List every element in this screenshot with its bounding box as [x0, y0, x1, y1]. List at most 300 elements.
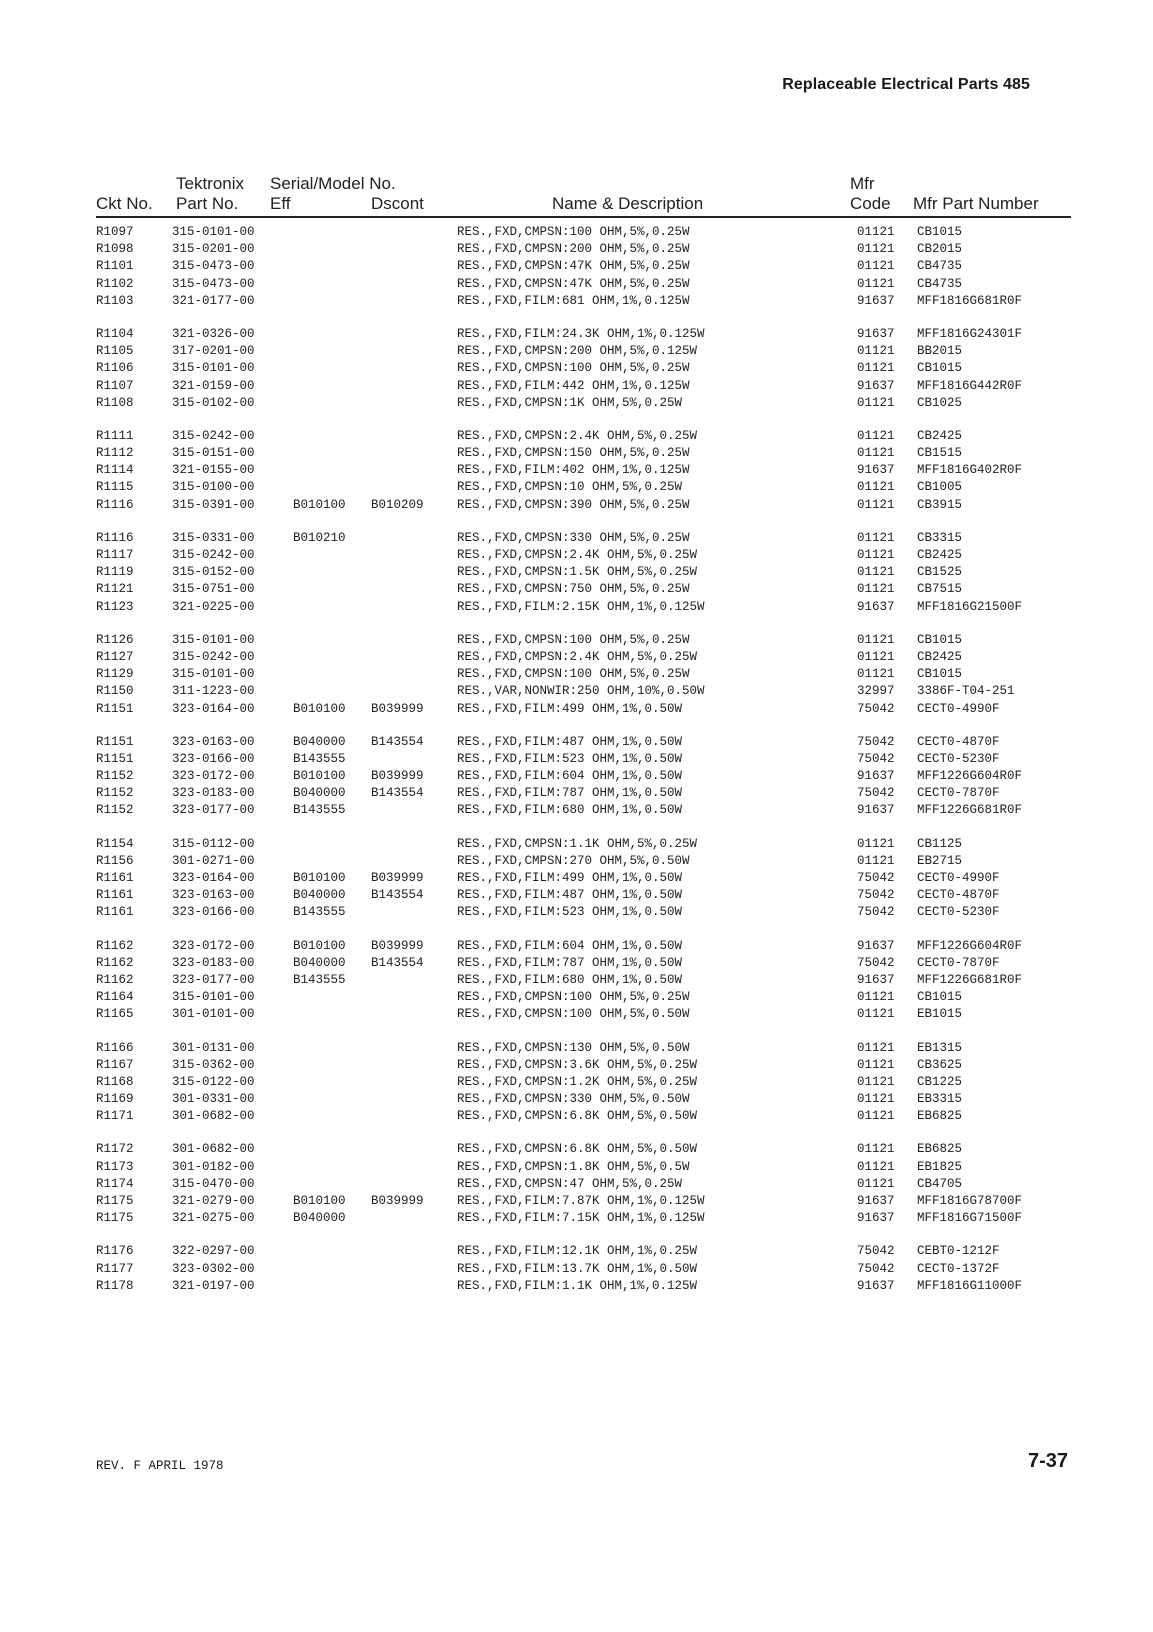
table-row [0, 734, 1153, 751]
cell-mfr-code: 91637 [857, 972, 895, 987]
table-row [0, 1040, 1153, 1057]
table-row [0, 293, 1153, 310]
cell-mfr-code: 01121 [857, 990, 895, 1005]
cell-name-description: RES.,FXD,CMPSN:1.1K OHM,5%,0.25W [457, 836, 698, 851]
cell-ckt-no: R1121 [96, 582, 134, 597]
cell-tek-part-no: 321-0279-00 [172, 1194, 255, 1208]
cell-tek-part-no: 321-0275-00 [172, 1211, 255, 1226]
cell-mfr-code: 75042 [857, 751, 895, 766]
cell-ckt-no: R1165 [96, 1007, 134, 1022]
cell-tek-part-no: 315-0362-00 [172, 1057, 255, 1072]
cell-tek-part-no: 321-0225-00 [172, 599, 255, 614]
cell-name-description: RES.,FXD,FILM:499 OHM,1%,0.50W [457, 701, 683, 716]
cell-mfr-part-number: CB4735 [917, 259, 963, 274]
cell-tek-part-no: 301-0682-00 [172, 1109, 255, 1124]
cell-mfr-part-number: MFF1226G604R0F [917, 938, 1023, 953]
cell-mfr-code: 01121 [857, 1092, 895, 1107]
cell-name-description: RES.,FXD,FILM:442 OHM,1%,0.125W [457, 378, 690, 393]
cell-mfr-code: 01121 [857, 1142, 895, 1157]
cell-ckt-no: R1174 [96, 1176, 134, 1191]
cell-tek-part-no: 323-0183-00 [172, 955, 255, 970]
table-row [0, 666, 1153, 683]
cell-mfr-code: 01121 [857, 497, 895, 512]
cell-name-description: RES.,FXD,CMPSN:330 OHM,5%,0.50W [457, 1092, 690, 1107]
table-row [0, 1210, 1153, 1227]
cell-ckt-no: R1126 [96, 632, 134, 647]
cell-mfr-part-number: 3386F-T04-251 [917, 684, 1015, 699]
cell-serial-eff: B143555 [293, 905, 346, 920]
cell-mfr-code: 01121 [857, 836, 895, 851]
cell-name-description: RES.,FXD,FILM:2.15K OHM,1%,0.125W [457, 599, 705, 614]
cell-name-description: RES.,FXD,FILM:487 OHM,1%,0.50W [457, 888, 683, 903]
table-row [0, 955, 1153, 972]
cell-tek-part-no: 323-0172-00 [172, 769, 255, 784]
cell-ckt-no: R1175 [96, 1211, 134, 1226]
cell-tek-part-no: 315-0391-00 [172, 497, 255, 512]
table-row [0, 530, 1153, 547]
cell-mfr-code: 91637 [857, 1278, 895, 1293]
revision-note: REV. F APRIL 1978 [96, 1459, 224, 1473]
cell-mfr-code: 01121 [857, 649, 895, 664]
table-row [0, 701, 1153, 718]
cell-tek-part-no: 301-0101-00 [172, 1007, 255, 1022]
cell-ckt-no: R1177 [96, 1261, 134, 1276]
cell-ckt-no: R1129 [96, 667, 134, 682]
cell-mfr-part-number: MFF1816G78700F [917, 1194, 1023, 1208]
cell-name-description: RES.,FXD,CMPSN:100 OHM,5%,0.25W [457, 361, 690, 376]
cell-ckt-no: R1161 [96, 871, 134, 885]
cell-name-description: RES.,FXD,CMPSN:6.8K OHM,5%,0.50W [457, 1109, 698, 1124]
cell-ckt-no: R1104 [96, 326, 134, 341]
cell-mfr-code: 01121 [857, 480, 895, 495]
cell-mfr-code: 75042 [857, 955, 895, 970]
cell-mfr-part-number: CB1015 [917, 361, 963, 376]
cell-ckt-no: R1152 [96, 803, 134, 818]
cell-tek-part-no: 315-0751-00 [172, 582, 255, 597]
cell-tek-part-no: 321-0197-00 [172, 1278, 255, 1293]
cell-mfr-code: 32997 [857, 684, 895, 699]
cell-mfr-code: 75042 [857, 905, 895, 920]
col-dscont: Dscont [371, 194, 424, 213]
cell-tek-part-no: 323-0164-00 [172, 871, 255, 885]
cell-name-description: RES.,FXD,CMPSN:47K OHM,5%,0.25W [457, 259, 690, 274]
cell-mfr-code: 91637 [857, 938, 895, 953]
cell-mfr-code: 91637 [857, 1194, 895, 1208]
cell-serial-eff: B040000 [293, 955, 346, 970]
cell-ckt-no: R1117 [96, 548, 134, 562]
col-mfr-part-number: Mfr Part Number [913, 194, 1039, 213]
cell-mfr-code: 01121 [857, 582, 895, 597]
cell-ckt-no: R1168 [96, 1074, 134, 1089]
cell-ckt-no: R1162 [96, 938, 134, 953]
cell-ckt-no: R1102 [96, 276, 134, 291]
cell-tek-part-no: 323-0302-00 [172, 1261, 255, 1276]
cell-tek-part-no: 323-0163-00 [172, 734, 255, 749]
cell-ckt-no: R1156 [96, 853, 134, 868]
cell-mfr-code: 01121 [857, 1159, 895, 1174]
cell-ckt-no: R1108 [96, 395, 134, 410]
cell-name-description: RES.,FXD,CMPSN:100 OHM,5%,0.25W [457, 225, 690, 239]
cell-name-description: RES.,FXD,FILM:499 OHM,1%,0.50W [457, 871, 683, 885]
cell-mfr-code: 91637 [857, 1211, 895, 1226]
cell-ckt-no: R1150 [96, 684, 134, 699]
table-row [0, 564, 1153, 581]
cell-ckt-no: R1105 [96, 344, 134, 359]
cell-mfr-part-number: CB1015 [917, 990, 963, 1005]
cell-ckt-no: R1127 [96, 649, 134, 664]
cell-mfr-code: 91637 [857, 293, 895, 308]
cell-mfr-part-number: MFF1816G442R0F [917, 378, 1023, 393]
cell-ckt-no: R1164 [96, 990, 134, 1005]
cell-ckt-no: R1123 [96, 599, 134, 614]
col-mfr-code: Code [850, 194, 891, 213]
col-mfr-label: Mfr [850, 174, 875, 193]
cell-tek-part-no: 315-0101-00 [172, 667, 255, 682]
table-row [0, 497, 1153, 514]
table-row [0, 1261, 1153, 1278]
cell-serial-dscont: B010209 [371, 497, 424, 512]
cell-mfr-part-number: EB2715 [917, 853, 963, 868]
cell-mfr-part-number: CB2425 [917, 649, 963, 664]
row-group [0, 428, 1153, 514]
row-group [0, 1141, 1153, 1227]
cell-tek-part-no: 323-0177-00 [172, 803, 255, 818]
cell-mfr-code: 01121 [857, 853, 895, 868]
cell-serial-eff: B143555 [293, 803, 346, 818]
cell-mfr-code: 75042 [857, 786, 895, 801]
cell-serial-eff: B010100 [293, 497, 346, 512]
row-group [0, 734, 1153, 820]
cell-serial-eff: B010100 [293, 938, 346, 953]
table-row [0, 1176, 1153, 1193]
cell-mfr-part-number: CECT0-7870F [917, 786, 1000, 801]
cell-mfr-code: 91637 [857, 599, 895, 614]
cell-serial-eff: B010100 [293, 701, 346, 716]
cell-ckt-no: R1162 [96, 972, 134, 987]
cell-mfr-code: 01121 [857, 428, 895, 443]
table-row [0, 836, 1153, 853]
cell-serial-eff: B010100 [293, 769, 346, 784]
cell-ckt-no: R1154 [96, 836, 134, 851]
cell-name-description: RES.,FXD,FILM:681 OHM,1%,0.125W [457, 293, 690, 308]
col-ckt-no: Ckt No. [96, 194, 153, 213]
cell-tek-part-no: 301-0131-00 [172, 1040, 255, 1055]
cell-mfr-part-number: CB7515 [917, 582, 963, 597]
cell-mfr-code: 75042 [857, 1261, 895, 1276]
cell-mfr-part-number: CB1025 [917, 395, 963, 410]
cell-mfr-part-number: CECT0-5230F [917, 905, 1000, 920]
cell-tek-part-no: 321-0326-00 [172, 326, 255, 341]
table-row [0, 360, 1153, 377]
row-group [0, 632, 1153, 718]
table-row [0, 649, 1153, 666]
cell-name-description: RES.,FXD,CMPSN:100 OHM,5%,0.25W [457, 667, 690, 682]
cell-ckt-no: R1166 [96, 1040, 134, 1055]
table-row [0, 343, 1153, 360]
cell-mfr-part-number: CB1515 [917, 446, 963, 461]
table-row [0, 395, 1153, 412]
table-row [0, 479, 1153, 496]
col-tektronix-label: Tektronix [176, 174, 245, 193]
cell-mfr-part-number: EB3315 [917, 1092, 963, 1107]
cell-ckt-no: R1097 [96, 225, 134, 239]
cell-name-description: RES.,FXD,CMPSN:200 OHM,5%,0.125W [457, 344, 698, 359]
cell-mfr-code: 01121 [857, 259, 895, 274]
cell-tek-part-no: 323-0164-00 [172, 701, 255, 716]
cell-serial-dscont: B039999 [371, 871, 424, 885]
cell-tek-part-no: 315-0152-00 [172, 565, 255, 580]
cell-mfr-part-number: CB3315 [917, 530, 963, 545]
table-row [0, 276, 1153, 293]
cell-serial-dscont: B143554 [371, 888, 424, 903]
cell-ckt-no: R1169 [96, 1092, 134, 1107]
cell-name-description: RES.,FXD,CMPSN:100 OHM,5%,0.25W [457, 632, 690, 647]
cell-mfr-part-number: MFF1226G604R0F [917, 769, 1023, 784]
cell-serial-dscont: B039999 [371, 769, 424, 784]
col-serial-model-label: Serial/Model No. [270, 174, 396, 193]
cell-name-description: RES.,FXD,CMPSN:2.4K OHM,5%,0.25W [457, 548, 698, 562]
cell-mfr-part-number: MFF1816G21500F [917, 599, 1023, 614]
cell-name-description: RES.,FXD,FILM:680 OHM,1%,0.50W [457, 803, 683, 818]
cell-name-description: RES.,VAR,NONWIR:250 OHM,10%,0.50W [457, 684, 705, 699]
cell-serial-eff: B040000 [293, 734, 346, 749]
cell-tek-part-no: 323-0163-00 [172, 888, 255, 903]
table-row [0, 1074, 1153, 1091]
cell-mfr-part-number: EB6825 [917, 1142, 963, 1157]
col-eff: Eff [270, 194, 291, 213]
cell-mfr-code: 01121 [857, 361, 895, 376]
table-row [0, 938, 1153, 955]
cell-mfr-code: 75042 [857, 871, 895, 885]
table-row [0, 785, 1153, 802]
cell-ckt-no: R1152 [96, 769, 134, 784]
cell-mfr-part-number: CECT0-7870F [917, 955, 1000, 970]
cell-mfr-part-number: EB6825 [917, 1109, 963, 1124]
cell-mfr-code: 01121 [857, 565, 895, 580]
cell-mfr-part-number: CB3625 [917, 1057, 963, 1072]
table-row [0, 428, 1153, 445]
cell-serial-dscont: B143554 [371, 786, 424, 801]
cell-tek-part-no: 323-0166-00 [172, 751, 255, 766]
cell-mfr-part-number: CECT0-4870F [917, 734, 1000, 749]
table-row [0, 1108, 1153, 1125]
row-group [0, 938, 1153, 1024]
cell-name-description: RES.,FXD,FILM:13.7K OHM,1%,0.50W [457, 1261, 698, 1276]
cell-tek-part-no: 315-0201-00 [172, 242, 255, 257]
column-header-block [0, 174, 1153, 214]
table-row [0, 445, 1153, 462]
header-rule [96, 216, 1071, 218]
cell-ckt-no: R1098 [96, 242, 134, 257]
row-group [0, 530, 1153, 616]
page-header-title: Replaceable Electrical Parts 485 [782, 76, 1030, 93]
cell-name-description: RES.,FXD,CMPSN:750 OHM,5%,0.25W [457, 582, 690, 597]
cell-tek-part-no: 315-0101-00 [172, 632, 255, 647]
cell-mfr-part-number: CB2425 [917, 548, 963, 562]
table-row [0, 224, 1153, 241]
cell-name-description: RES.,FXD,CMPSN:270 OHM,5%,0.50W [457, 853, 690, 868]
cell-mfr-code: 75042 [857, 734, 895, 749]
cell-name-description: RES.,FXD,CMPSN:2.4K OHM,5%,0.25W [457, 428, 698, 443]
cell-tek-part-no: 315-0242-00 [172, 548, 255, 562]
cell-mfr-part-number: MFF1816G71500F [917, 1211, 1023, 1226]
table-row [0, 258, 1153, 275]
cell-name-description: RES.,FXD,CMPSN:1.5K OHM,5%,0.25W [457, 565, 698, 580]
cell-name-description: RES.,FXD,FILM:604 OHM,1%,0.50W [457, 769, 683, 784]
cell-ckt-no: R1115 [96, 480, 134, 495]
table-row [0, 751, 1153, 768]
cell-name-description: RES.,FXD,CMPSN:6.8K OHM,5%,0.50W [457, 1142, 698, 1157]
cell-tek-part-no: 315-0473-00 [172, 276, 255, 291]
cell-mfr-code: 01121 [857, 1109, 895, 1124]
cell-tek-part-no: 322-0297-00 [172, 1244, 255, 1259]
cell-name-description: RES.,FXD,CMPSN:130 OHM,5%,0.50W [457, 1040, 690, 1055]
row-group [0, 326, 1153, 412]
col-part-no: Part No. [176, 194, 239, 213]
table-row [0, 1006, 1153, 1023]
cell-tek-part-no: 301-0682-00 [172, 1142, 255, 1157]
parts-table [0, 224, 1153, 1311]
table-row [0, 1141, 1153, 1158]
cell-mfr-code: 01121 [857, 1057, 895, 1072]
cell-name-description: RES.,FXD,CMPSN:330 OHM,5%,0.25W [457, 530, 690, 545]
cell-tek-part-no: 315-0101-00 [172, 225, 255, 239]
cell-tek-part-no: 301-0331-00 [172, 1092, 255, 1107]
cell-name-description: RES.,FXD,FILM:604 OHM,1%,0.50W [457, 938, 683, 953]
table-row [0, 972, 1153, 989]
cell-mfr-part-number: CB1015 [917, 667, 963, 682]
table-row [0, 768, 1153, 785]
cell-serial-eff: B040000 [293, 888, 346, 903]
cell-mfr-part-number: CB4705 [917, 1176, 963, 1191]
table-row [0, 1193, 1153, 1210]
cell-mfr-code: 01121 [857, 632, 895, 647]
cell-name-description: RES.,FXD,FILM:680 OHM,1%,0.50W [457, 972, 683, 987]
cell-mfr-part-number: CB1015 [917, 632, 963, 647]
cell-mfr-part-number: MFF1226G681R0F [917, 972, 1023, 987]
table-row [0, 887, 1153, 904]
cell-name-description: RES.,FXD,FILM:787 OHM,1%,0.50W [457, 955, 683, 970]
table-row [0, 378, 1153, 395]
cell-mfr-code: 01121 [857, 242, 895, 257]
cell-ckt-no: R1161 [96, 888, 134, 903]
cell-ckt-no: R1176 [96, 1244, 134, 1259]
cell-mfr-code: 75042 [857, 888, 895, 903]
cell-ckt-no: R1167 [96, 1057, 134, 1072]
cell-serial-dscont: B143554 [371, 955, 424, 970]
cell-mfr-code: 01121 [857, 276, 895, 291]
cell-mfr-part-number: BB2015 [917, 344, 963, 359]
cell-tek-part-no: 315-0101-00 [172, 361, 255, 376]
cell-mfr-part-number: CECT0-4870F [917, 888, 1000, 903]
cell-mfr-part-number: MFF1816G11000F [917, 1278, 1023, 1293]
cell-mfr-code: 01121 [857, 548, 895, 562]
cell-serial-eff: B143555 [293, 972, 346, 987]
cell-tek-part-no: 317-0201-00 [172, 344, 255, 359]
table-row [0, 241, 1153, 258]
cell-tek-part-no: 321-0177-00 [172, 293, 255, 308]
cell-tek-part-no: 315-0101-00 [172, 990, 255, 1005]
table-row [0, 599, 1153, 616]
cell-mfr-code: 01121 [857, 1007, 895, 1022]
cell-mfr-part-number: EB1825 [917, 1159, 963, 1174]
cell-tek-part-no: 315-0470-00 [172, 1176, 255, 1191]
cell-mfr-part-number: CB4735 [917, 276, 963, 291]
cell-tek-part-no: 315-0102-00 [172, 395, 255, 410]
cell-name-description: RES.,FXD,FILM:7.15K OHM,1%,0.125W [457, 1211, 705, 1226]
cell-mfr-part-number: CECT0-5230F [917, 751, 1000, 766]
row-group [0, 836, 1153, 922]
table-row [0, 462, 1153, 479]
cell-tek-part-no: 315-0242-00 [172, 649, 255, 664]
cell-tek-part-no: 301-0182-00 [172, 1159, 255, 1174]
cell-name-description: RES.,FXD,FILM:523 OHM,1%,0.50W [457, 751, 683, 766]
cell-mfr-code: 01121 [857, 344, 895, 359]
table-row [0, 1243, 1153, 1260]
cell-tek-part-no: 315-0331-00 [172, 530, 255, 545]
cell-ckt-no: R1171 [96, 1109, 134, 1124]
cell-name-description: RES.,FXD,CMPSN:150 OHM,5%,0.25W [457, 446, 690, 461]
cell-ckt-no: R1152 [96, 786, 134, 801]
cell-name-description: RES.,FXD,CMPSN:100 OHM,5%,0.50W [457, 1007, 690, 1022]
cell-name-description: RES.,FXD,CMPSN:2.4K OHM,5%,0.25W [457, 649, 698, 664]
cell-mfr-code: 91637 [857, 769, 895, 784]
cell-ckt-no: R1162 [96, 955, 134, 970]
cell-mfr-part-number: CB1125 [917, 836, 963, 851]
row-group [0, 224, 1153, 310]
cell-mfr-part-number: CEBT0-1212F [917, 1244, 1000, 1259]
cell-serial-dscont: B039999 [371, 1194, 424, 1208]
cell-mfr-part-number: CB1015 [917, 225, 963, 239]
cell-ckt-no: R1114 [96, 463, 134, 478]
cell-name-description: RES.,FXD,CMPSN:1.2K OHM,5%,0.25W [457, 1074, 698, 1089]
cell-name-description: RES.,FXD,FILM:787 OHM,1%,0.50W [457, 786, 683, 801]
cell-serial-dscont: B039999 [371, 938, 424, 953]
page-number: 7-37 [1027, 1450, 1068, 1472]
cell-name-description: RES.,FXD,FILM:1.1K OHM,1%,0.125W [457, 1278, 698, 1293]
table-row [0, 1057, 1153, 1074]
cell-serial-eff: B040000 [293, 786, 346, 801]
cell-tek-part-no: 321-0155-00 [172, 463, 255, 478]
cell-ckt-no: R1172 [96, 1142, 134, 1157]
table-row [0, 632, 1153, 649]
cell-name-description: RES.,FXD,CMPSN:47K OHM,5%,0.25W [457, 276, 690, 291]
cell-name-description: RES.,FXD,CMPSN:47 OHM,5%,0.25W [457, 1176, 683, 1191]
table-row [0, 1091, 1153, 1108]
cell-ckt-no: R1178 [96, 1278, 134, 1293]
cell-serial-dscont: B143554 [371, 734, 424, 749]
cell-mfr-part-number: MFF1816G681R0F [917, 293, 1023, 308]
cell-name-description: RES.,FXD,CMPSN:1.8K OHM,5%,0.5W [457, 1159, 690, 1174]
cell-name-description: RES.,FXD,FILM:12.1K OHM,1%,0.25W [457, 1244, 698, 1259]
cell-ckt-no: R1116 [96, 530, 134, 545]
cell-mfr-part-number: EB1315 [917, 1040, 963, 1055]
table-row [0, 870, 1153, 887]
cell-name-description: RES.,FXD,FILM:7.87K OHM,1%,0.125W [457, 1194, 705, 1208]
cell-ckt-no: R1116 [96, 497, 134, 512]
table-row [0, 1278, 1153, 1295]
cell-mfr-code: 01121 [857, 225, 895, 239]
cell-mfr-code: 01121 [857, 1074, 895, 1089]
cell-mfr-code: 91637 [857, 463, 895, 478]
table-row [0, 904, 1153, 921]
cell-mfr-part-number: MFF1816G24301F [917, 326, 1023, 341]
cell-mfr-part-number: MFF1816G402R0F [917, 463, 1023, 478]
cell-mfr-code: 01121 [857, 1040, 895, 1055]
cell-mfr-part-number: CB1525 [917, 565, 963, 580]
row-group [0, 1243, 1153, 1295]
cell-ckt-no: R1106 [96, 361, 134, 376]
